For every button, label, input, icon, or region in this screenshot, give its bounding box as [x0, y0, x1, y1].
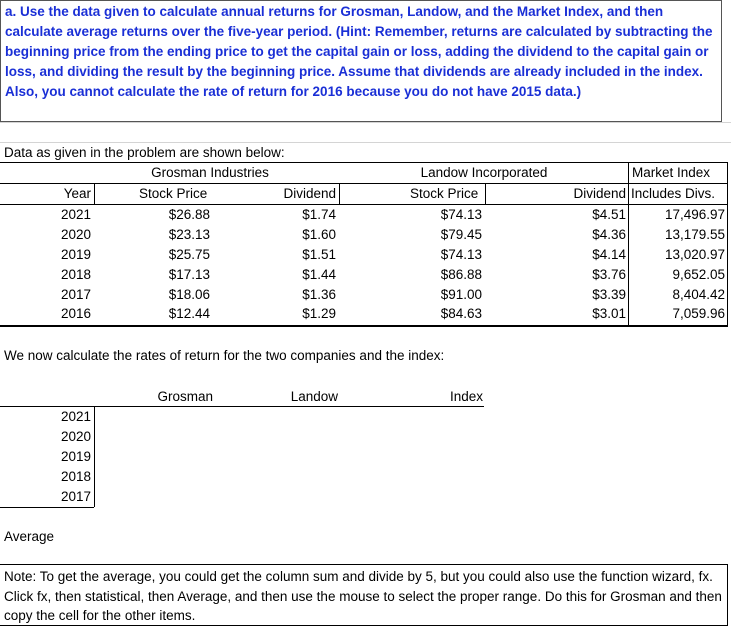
calc-header-border: [0, 406, 484, 407]
l-div-cell: $4.51: [592, 207, 626, 222]
l-div-cell: $3.39: [592, 287, 626, 302]
col-divider: [628, 162, 629, 325]
year-cell: 2020: [60, 227, 91, 242]
header-g-stock: Stock Price: [139, 186, 208, 201]
table-border-top: [0, 162, 728, 163]
header-year: Year: [63, 186, 91, 201]
gridline: [0, 142, 731, 143]
g-div-cell: $1.29: [302, 306, 336, 321]
l-stock-cell: $86.88: [440, 267, 482, 282]
col-divider: [727, 162, 728, 325]
header-market: Market Index: [632, 165, 711, 180]
year-cell: 2021: [60, 207, 91, 222]
note-text: Note: To get the average, you could get the column sum and divide by 5, but you could also use the function wizard, fx. Click fx, then statistical, then Average, and then use the mouse to select the proper range. Do this for Grosman and then copy the cell for the other items.: [0, 564, 728, 626]
header-l-div: Dividend: [573, 186, 626, 201]
table-border-header: [0, 204, 728, 205]
calc-header-index: Index: [449, 389, 483, 404]
calc-header-landow: Landow: [290, 389, 338, 404]
calc-year-cell: 2019: [60, 449, 91, 464]
g-stock-cell: $18.06: [168, 287, 210, 302]
calc-year-cell: 2021: [60, 409, 91, 424]
gridline: [0, 122, 731, 123]
header-market-sub: Includes Divs.: [631, 186, 716, 201]
col-divider: [485, 183, 486, 204]
header-g-div: Dividend: [283, 186, 336, 201]
col-divider: [339, 183, 340, 204]
l-div-cell: $3.01: [592, 306, 626, 321]
g-stock-cell: $17.13: [168, 267, 210, 282]
g-div-cell: $1.60: [302, 227, 336, 242]
index-cell: 17,496.97: [664, 207, 725, 222]
data-title: Data as given in the problem are shown below:: [4, 145, 285, 160]
calc-year-cell: 2017: [60, 489, 91, 504]
g-stock-cell: $23.13: [168, 227, 210, 242]
calc-year-cell: 2018: [60, 469, 91, 484]
l-div-cell: $4.14: [592, 247, 626, 262]
g-stock-cell: $26.88: [168, 207, 210, 222]
l-stock-cell: $91.00: [440, 287, 482, 302]
calc-header-grosman: Grosman: [157, 389, 213, 404]
average-label: Average: [4, 529, 55, 544]
header-landow: Landow Incorporated: [420, 165, 548, 180]
index-cell: 9,652.05: [672, 267, 725, 282]
l-div-cell: $3.76: [592, 267, 626, 282]
year-cell: 2017: [60, 287, 91, 302]
calc-title: We now calculate the rates of return for the two companies and the index:: [4, 348, 445, 363]
calc-year-divider: [94, 406, 95, 507]
hint-text: a. Use the data given to calculate annual returns for Grosman, Landow, and the Market Index, and then calculate average returns over the five-year period. (Hint: Remember, returns are calculated by subtracting the beginning price from the ending price to get the capital gain or loss, adding the dividend to the capital gain or loss, and dividing the result by the beginning price. Assume that dividends are already included in the index. Also, you cannot calculate the rate of return for 2016 because you do not have 2015 data.): [0, 0, 722, 122]
table-border-mid: [0, 183, 728, 184]
g-div-cell: $1.74: [302, 207, 336, 222]
index-cell: 7,059.96: [672, 306, 725, 321]
g-div-cell: $1.51: [302, 247, 336, 262]
col-divider: [94, 183, 95, 204]
g-div-cell: $1.36: [302, 287, 336, 302]
header-grosman: Grosman Industries: [151, 165, 269, 180]
l-stock-cell: $79.45: [440, 227, 482, 242]
header-l-stock: Stock Price: [410, 186, 479, 201]
l-stock-cell: $74.13: [440, 207, 482, 222]
year-cell: 2018: [60, 267, 91, 282]
l-div-cell: $4.36: [592, 227, 626, 242]
year-cell: 2016: [60, 306, 91, 321]
calc-year-border: [0, 507, 94, 508]
l-stock-cell: $74.13: [440, 247, 482, 262]
g-stock-cell: $12.44: [168, 306, 210, 321]
index-cell: 13,179.55: [664, 227, 725, 242]
g-stock-cell: $25.75: [168, 247, 210, 262]
g-div-cell: $1.44: [302, 267, 336, 282]
year-cell: 2019: [60, 247, 91, 262]
index-cell: 13,020.97: [664, 247, 725, 262]
calc-year-cell: 2020: [60, 429, 91, 444]
table-border-bottom: [0, 325, 728, 327]
index-cell: 8,404.42: [672, 287, 725, 302]
l-stock-cell: $84.63: [440, 306, 482, 321]
